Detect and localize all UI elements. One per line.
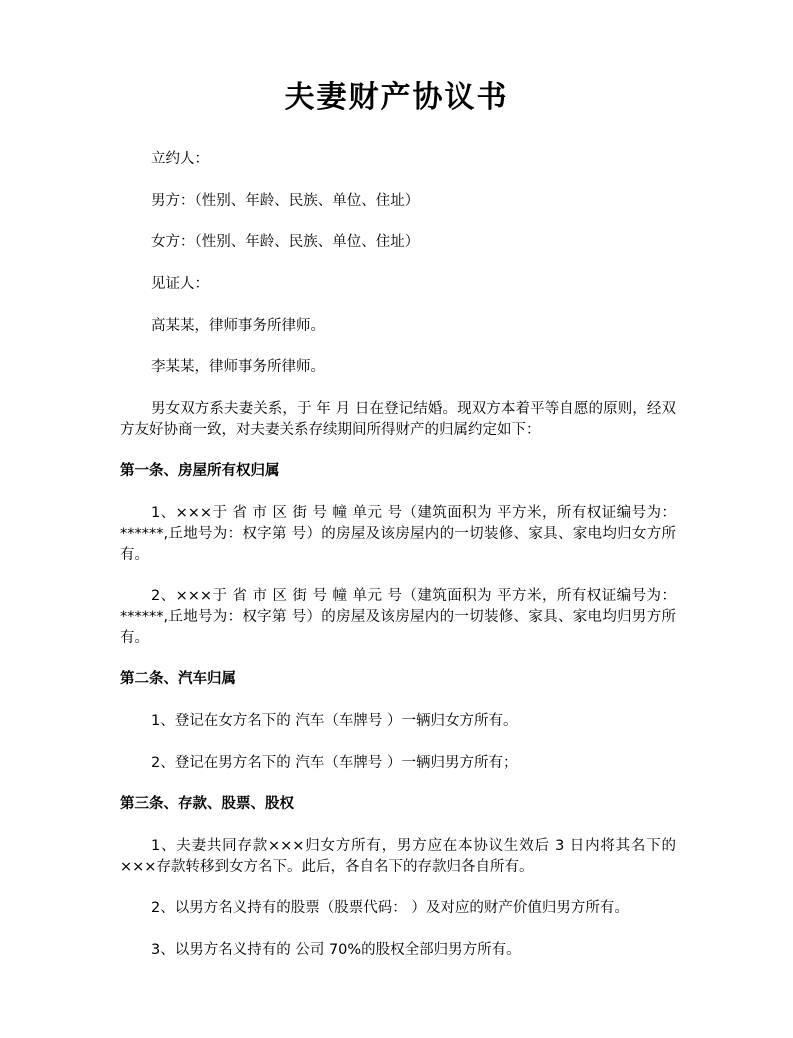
document-title: 夫妻财产协议书 [284,80,509,115]
article-3-item-3: 3、以男方名义持有的 公司 70%的股权全部归男方所有。 [151,942,521,958]
article-1-item-1: 1、×××于 省 市 区 街 号 幢 单元 号（建筑面积为 平方米，所有权证编号为：******,丘地号为：权字第 号）的房屋及该房屋内的一切装修、家具、家电均归女方所有。 [120,505,676,563]
witness-1-line: 高某某，律师事务所律师。 [151,318,325,334]
male-party-line: 男方：（性别、年龄、民族、单位、住址） [151,193,420,209]
article-3-item-1: 1、夫妻共同存款×××归女方所有，男方应在本协议生效后 3 日内将其名下的×××存款转移到女方名下。此后，各自名下的存款归各自所有。 [120,838,676,875]
article-3-item-2: 2、以男方名义持有的股票（股票代码： ）及对应的财产价值归男方所有。 [151,900,629,916]
parties-label: 立约人： [151,151,209,167]
article-3-heading: 第三条、存款、股票、股权 [120,796,294,812]
witness-2-line: 李某某，律师事务所律师。 [151,359,325,375]
female-party-line: 女方：（性别、年龄、民族、单位、住址） [151,234,420,250]
article-1-item-2: 2、×××于 省 市 区 街 号 幢 单元 号（建筑面积为 平方米，所有权证编号为：******,丘地号为：权字第 号）的房屋及该房屋内的一切装修、家具、家电均归男方所有。 [120,588,676,646]
article-2-item-1: 1、登记在女方名下的 汽车（车牌号 ）一辆归女方所有。 [151,713,518,729]
article-1-heading: 第一条、房屋所有权归属 [120,463,280,479]
intro-paragraph: 男女双方系夫妻关系，于 年 月 日在登记结婚。现双方本着平等自愿的原则，经双方友好协商一致，对夫妻关系存续期间所得财产的归属约定如下： [120,401,676,438]
article-2-item-2: 2、登记在男方名下的 汽车（车牌号 ）一辆归男方所有； [151,755,518,771]
witness-label: 见证人： [151,276,209,292]
article-2-heading: 第二条、汽车归属 [120,671,236,687]
